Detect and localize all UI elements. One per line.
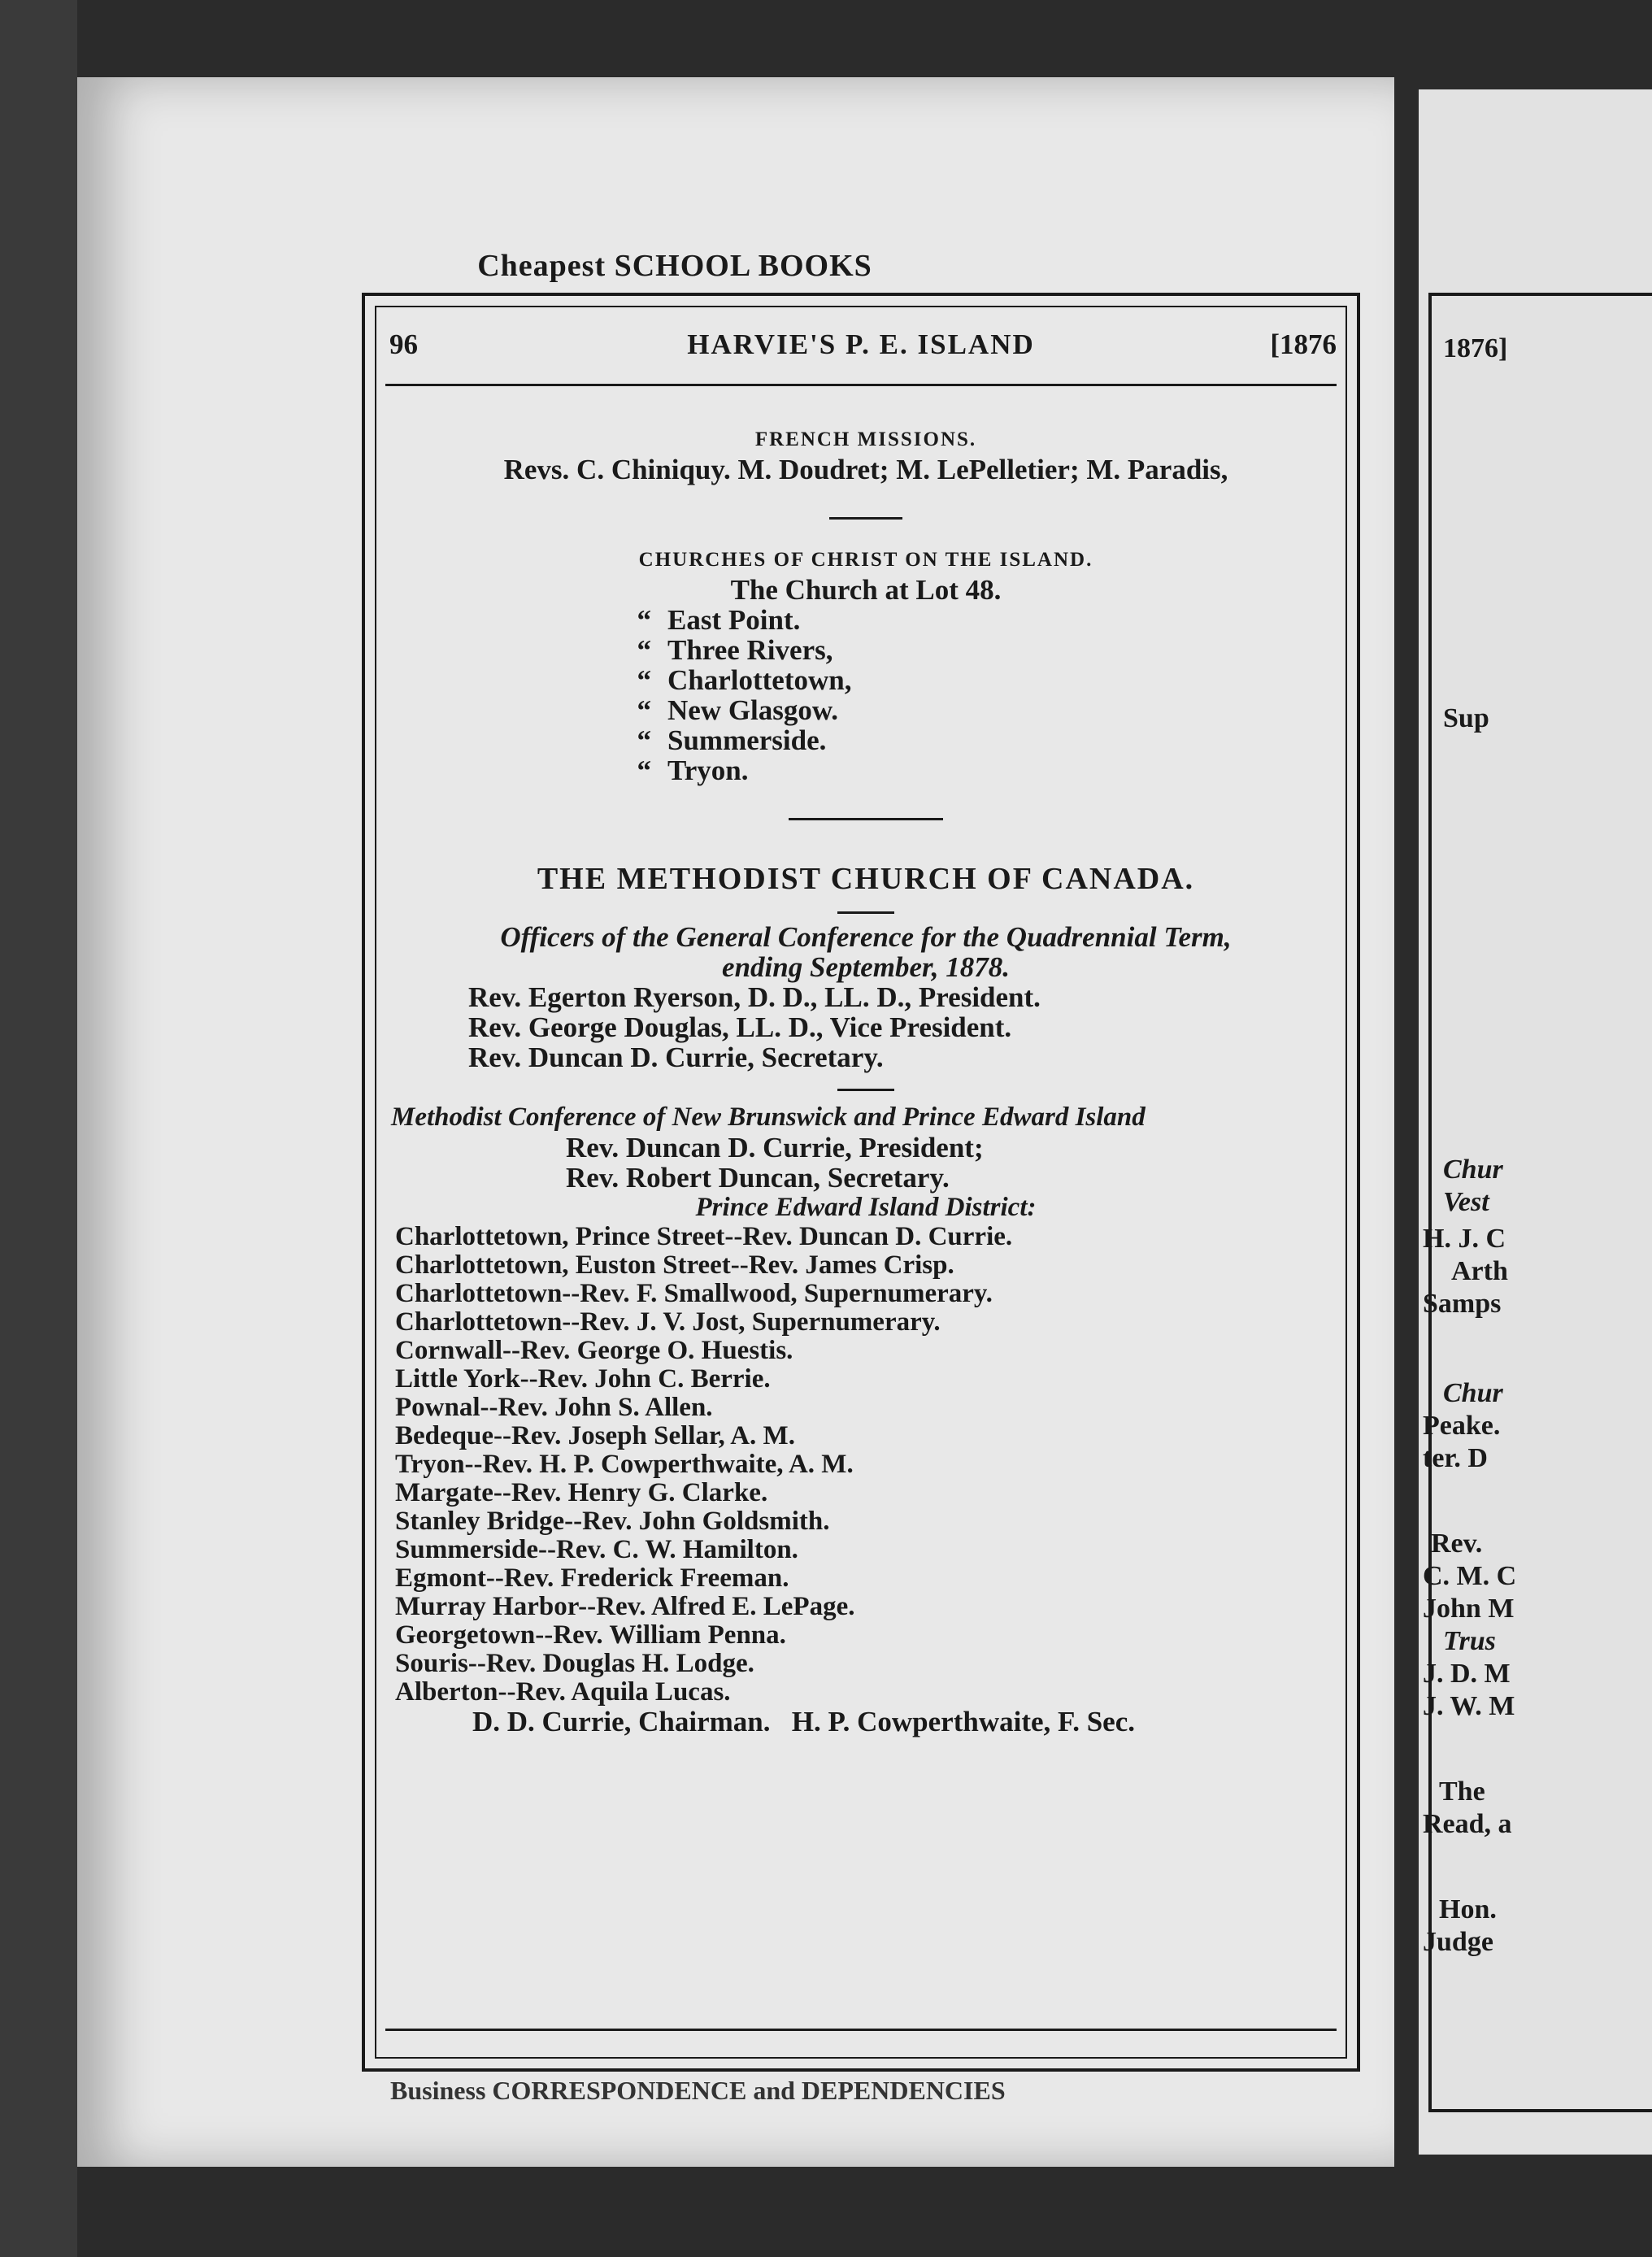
french-missions-heading: FRENCH MISSIONS. bbox=[754, 428, 977, 450]
right-page-fragment: The bbox=[1439, 1776, 1485, 1807]
churches-first-line: The Church at Lot 48. bbox=[730, 574, 1002, 606]
right-page-fragment: Chur bbox=[1443, 1378, 1503, 1408]
officer: Rev. Egerton Ryerson, D. D., LL. D., President. bbox=[468, 981, 1041, 1013]
officer: Rev. George Douglas, LL. D., Vice President. bbox=[468, 1011, 1012, 1043]
list-item bbox=[391, 725, 1341, 755]
church-place: East Point. bbox=[667, 604, 801, 636]
ditto-mark: “ bbox=[637, 694, 651, 726]
right-page-fragment: C. M. C bbox=[1423, 1561, 1517, 1591]
district-heading: Prince Edward Island District: bbox=[695, 1193, 1037, 1222]
right-page-fragment: H. J. C bbox=[1423, 1224, 1506, 1254]
churches-heading: CHURCHES OF CHRIST ON THE ISLAND. bbox=[638, 549, 1093, 571]
station: Tryon--Rev. H. P. Cowperthwaite, A. M. bbox=[395, 1450, 854, 1479]
station: Alberton--Rev. Aquila Lucas. bbox=[395, 1677, 731, 1707]
footer-text: Business CORRESPONDENCE and DEPENDENCIES bbox=[390, 2076, 1006, 2105]
page-number: 96 bbox=[389, 328, 418, 360]
right-page-fragment: Judge bbox=[1423, 1927, 1493, 1957]
station: Charlottetown--Rev. F. Smallwood, Supernumerary. bbox=[395, 1279, 993, 1308]
right-page-fragment: Chur bbox=[1443, 1155, 1503, 1185]
list-item bbox=[391, 695, 1341, 725]
conference-officer: Rev. Duncan D. Currie, President; bbox=[566, 1132, 984, 1163]
right-page-fragment: Sup bbox=[1443, 703, 1489, 733]
french-missions-text: Revs. C. Chiniquy. M. Doudret; M. LePelletier; M. Paradis, bbox=[503, 454, 1228, 485]
right-page-year: 1876] bbox=[1443, 333, 1508, 363]
station: Pownal--Rev. John S. Allen. bbox=[395, 1393, 713, 1422]
station: Charlottetown, Euston Street--Rev. James Crisp. bbox=[395, 1250, 954, 1280]
methodist-title: THE METHODIST CHURCH OF CANADA. bbox=[537, 862, 1195, 896]
ditto-mark: “ bbox=[637, 604, 651, 636]
right-page-fragment: J. W. M bbox=[1423, 1691, 1515, 1721]
station: Charlottetown--Rev. J. V. Jost, Supernumerary. bbox=[395, 1307, 941, 1337]
top-heading: Cheapest SCHOOL BOOKS bbox=[477, 249, 872, 283]
list-item bbox=[391, 665, 1341, 695]
right-page-fragment: Arth bbox=[1451, 1256, 1508, 1286]
ditto-mark: “ bbox=[637, 634, 651, 666]
right-page-fragment: Samps bbox=[1423, 1289, 1502, 1319]
conference-heading: Methodist Conference of New Brunswick and Prince Edward Island bbox=[391, 1102, 1146, 1132]
station: Stanley Bridge--Rev. John Goldsmith. bbox=[395, 1507, 830, 1536]
footer-rule bbox=[385, 2029, 1337, 2031]
officers-heading: Officers of the General Conference for the Quadrennial Term, bbox=[500, 921, 1232, 953]
running-head bbox=[365, 328, 1357, 361]
station: Charlottetown, Prince Street--Rev. Duncan D. Currie. bbox=[395, 1222, 1013, 1251]
right-page-fragment: ter. D bbox=[1423, 1443, 1488, 1473]
right-page-fragment: John M bbox=[1423, 1594, 1515, 1624]
right-page bbox=[1419, 89, 1652, 2155]
header-rule bbox=[385, 384, 1337, 386]
running-title: HARVIE'S P. E. ISLAND bbox=[687, 328, 1035, 360]
right-page-fragment: Vest bbox=[1443, 1187, 1489, 1217]
signature-line: D. D. Currie, Chairman. H. P. Cowperthwaite, F. Sec. bbox=[472, 1706, 1135, 1737]
right-page-fragment: Trus bbox=[1443, 1626, 1496, 1656]
right-page-fragment: Peake. bbox=[1423, 1411, 1501, 1441]
station: Murray Harbor--Rev. Alfred E. LePage. bbox=[395, 1592, 855, 1621]
conference-officer: Rev. Robert Duncan, Secretary. bbox=[566, 1162, 950, 1194]
station: Egmont--Rev. Frederick Freeman. bbox=[395, 1563, 789, 1593]
ditto-mark: “ bbox=[637, 664, 651, 696]
station: Margate--Rev. Henry G. Clarke. bbox=[395, 1478, 768, 1507]
running-year: [1876 bbox=[1270, 328, 1337, 360]
page-content bbox=[391, 414, 1341, 2044]
station: Summerside--Rev. C. W. Hamilton. bbox=[395, 1535, 798, 1564]
page-frame bbox=[362, 293, 1360, 2072]
station: Bedeque--Rev. Joseph Sellar, A. M. bbox=[395, 1421, 795, 1450]
list-item bbox=[391, 635, 1341, 665]
station: Georgetown--Rev. William Penna. bbox=[395, 1620, 786, 1650]
right-page-fragment: J. D. M bbox=[1423, 1659, 1511, 1689]
right-page-fragment: Rev. bbox=[1431, 1529, 1483, 1559]
right-page-fragment: Hon. bbox=[1439, 1894, 1497, 1924]
ditto-mark: “ bbox=[637, 755, 651, 786]
church-place: New Glasgow. bbox=[667, 694, 838, 726]
ditto-mark: “ bbox=[637, 724, 651, 756]
right-page-fragment: Read, a bbox=[1423, 1809, 1512, 1839]
church-place: Tryon. bbox=[667, 755, 749, 786]
list-item bbox=[391, 605, 1341, 635]
officers-heading-line2: ending September, 1878. bbox=[722, 951, 1010, 983]
scan-background-left bbox=[0, 0, 77, 2257]
station: Little York--Rev. John C. Berrie. bbox=[395, 1364, 771, 1394]
station: Souris--Rev. Douglas H. Lodge. bbox=[395, 1649, 754, 1678]
church-place: Three Rivers, bbox=[667, 634, 833, 666]
station: Cornwall--Rev. George O. Huestis. bbox=[395, 1336, 793, 1365]
church-place: Summerside. bbox=[667, 724, 827, 756]
officer: Rev. Duncan D. Currie, Secretary. bbox=[468, 1042, 884, 1073]
church-place: Charlottetown, bbox=[667, 664, 852, 696]
list-item bbox=[391, 755, 1341, 785]
